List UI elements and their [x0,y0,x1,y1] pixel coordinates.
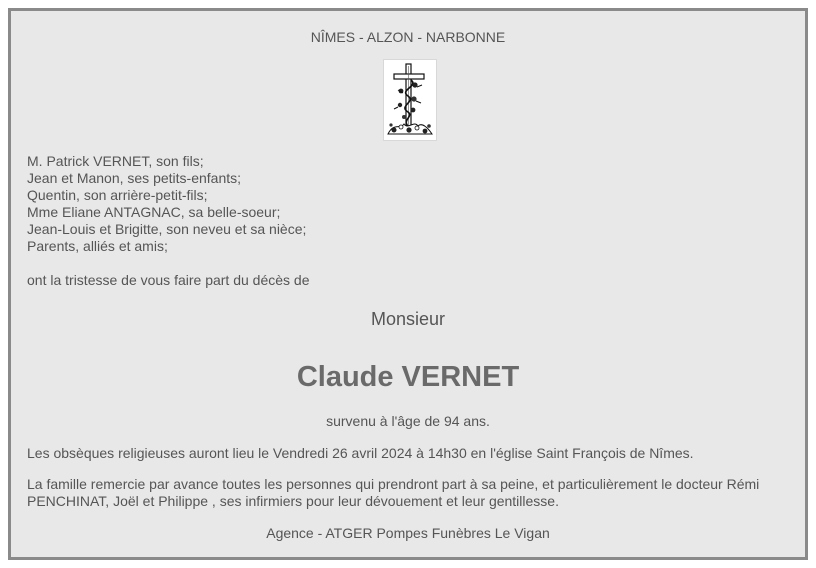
cross-with-flowers-icon [383,59,437,141]
civility-title: Monsieur [370,309,446,329]
family-member: M. Patrick VERNET, son fils; [27,153,204,169]
thanks-message: La famille remercie par avance toutes les personnes qui prendront part à sa peine, et particulièrement le docteur Rémi PENCHINAT, Joël et Philippe , ses infirmiers pour leur dévouement et leur gentillesse. [27,476,760,509]
family-member: Parents, alliés et amis; [27,238,168,254]
deceased-name: Claude VERNET [296,361,520,393]
family-member: Mme Eliane ANTAGNAC, sa belle-soeur; [27,204,281,220]
funeral-details: Les obsèques religieuses auront lieu le Vendredi 26 avril 2024 à 14h30 en l'église Saint François de Nîmes. [27,445,694,461]
obituary-card [8,8,808,560]
locations-header: NÎMES - ALZON - NARBONNE [310,29,506,45]
family-member: Quentin, son arrière-petit-fils; [27,187,208,203]
funeral-agency: Agence - ATGER Pompes Funèbres Le Vigan [266,525,550,541]
family-list [27,153,306,255]
age-statement: survenu à l'âge de 94 ans. [326,413,490,429]
family-member: Jean-Louis et Brigitte, son neveu et sa nièce; [27,221,307,237]
announcement-intro: ont la tristesse de vous faire part du décès de [27,272,310,288]
family-member: Jean et Manon, ses petits-enfants; [27,170,242,186]
